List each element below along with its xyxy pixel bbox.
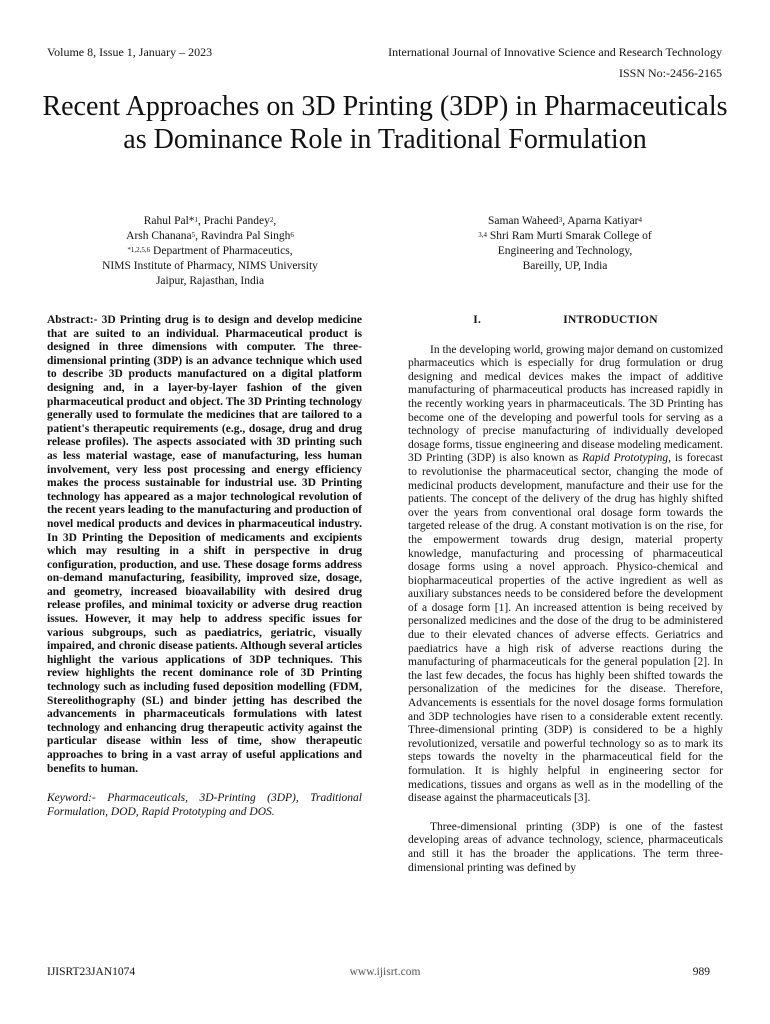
journal-website: www.ijisrt.com [349, 966, 421, 978]
affiliation-line: NIMS Institute of Pharmacy, NIMS University [102, 260, 318, 272]
section-heading: I. INTRODUCTION [473, 314, 658, 326]
affiliation-line: Engineering and Technology, [497, 245, 633, 257]
intro-paragraph-2: Three-dimensional printing (3DP) is one of the fastest developing areas of advance technology, science, pharmaceuticals and still it has the broader the applications. The term three-dimensional printing was defined by [408, 820, 723, 874]
author-line: Arsh Chanana$^5$, Ravindra Pal Singh$^6$ [126, 230, 294, 242]
journal-volume: Volume 8, Issue 1, January – 2023 [47, 45, 213, 59]
intro-paragraph-1: In the developing world, growing major demand on customized pharmaceutics which is especially for drug formulation or drug designing and medical devices makes the impact of additive manufacturing of pharmaceutical products has increased rapidly in the recently working years in pharmaceuticals. The 3D Printing has become one of the developing and powerful tools for serving as a technology of precise manufacturing of individually developed dosage forms, tissue engineering and disease modeling medicament. 3D Printing (3DP) is also known as Rapid Prototyping, is forecast to revolutionise the pharmaceutical sector, changing the mode of medicinal products development, manufacture and their use for the patients. The concept of the delivery of the drug has highly shifted over the years from conventional oral dosage form towards the targeted release of the drug. A constant motivation is on the rise, for the empowerment towards drug design, material property knowledge, manufacturing and processing of pharmaceutical dosage forms using a novel approach. Physico-chemical and biopharmaceutical properties of the active ingredient as well as auxiliary substances needs to be considered before the development of a dosage form [1]. An increased attention is being received by personalized medicines and the dose of the drug to be administered due to their elevated chances of adverse effects. Geriatrics and paediatrics have a high risk of adverse reactions during the manufacturing of pharmaceuticals for the general population [2]. In the last few decades, the focus has highly been shifted towards the personalization of the medicines for the disease. Therefore, Advancements is essentials for the novel dosage forms formulation and 3DP technologies have risen to a considerable extent recently. Three-dimensional printing (3DP) is considered to be a highly revolutionized, versatile and powerful technology so as to mark its steps towards the novelty in the pharmaceutical field for the formulation. It is highly helpful in engineering sector for medications, tissues and organs as well as in the modelling of the disease against the pharmaceuticals [3]. [408, 343, 723, 805]
author-line: Rahul Pal*$^1$, Prachi Pandey$^2$, [143, 215, 277, 227]
affiliation-line: $^{3,4}$ Shri Ram Murti Smarak College of [478, 230, 652, 242]
right-column [408, 314, 723, 890]
paper-title: Recent Approaches on 3D Printing (3DP) in Pharmaceuticals as Dominance Role in Traditional Formulation [42, 91, 728, 155]
affiliation-line: Bareilly, UP, India [522, 260, 608, 272]
left-column [47, 314, 362, 819]
authors-right [420, 214, 710, 274]
paper-code: IJISRT23JAN1074 [47, 966, 136, 978]
issn: ISSN No:-2456-2165 [618, 66, 722, 80]
journal-name: International Journal of Innovative Science and Research Technology [388, 45, 722, 59]
affiliation-line: Jaipur, Rajasthan, India [155, 275, 265, 287]
page-number: 989 [692, 966, 710, 978]
abstract: Abstract:- 3D Printing drug is to design and develop medicine that are suited to an individual. Pharmaceutical product is designed in three dimensions with computer. The three-dimensional printing (3DP) is an advance technique which used to describe 3D products manufactured on a digital platform designing and, in a layer-by-layer fashion of the given pharmaceutical product and object. The 3D Printing technology generally used to formulate the medicines that are tailored to a patient's therapeutic requirements (e.g., dosage, drug and drug release profiles). The aspects associated with 3D printing such as less material wastage, ease of manufacturing, less human involvement, very less post processing and energy efficiency makes the process sustainable for industrial use. 3D Printing technology has appeared as a major technological revolution of the recent years leading to the manufacturing and production of novel medical products and devices in pharmaceutical industry. In 3D Printing the Deposition of medicaments and excipients which may resulting in a shift in perspective in drug configuration, production, and use. These dosage forms address on-demand manufacturing, feasibility, improved size, dosage, and geometry, increased bioavailability with desired drug release profiles, and minimal toxicity or adverse drug reaction issues. However, it may help to address specific issues for various subgroups, such as paediatrics, geriatric, visually impaired, and chronic disease patients. Although several articles highlight the various applications of 3DP techniques. This review highlights the recent dominance role of 3D Printing technology such as including fused deposition modelling (FDM, Stereolithography (SL) and binder jetting has described the advancements in pharmaceuticals formulations with latest technology and enhancing drug therapeutic activity against the particular disease within less of time, show therapeutic approaches to bring in a vast array of useful applications and benefits to human. [47, 314, 362, 775]
affiliation-line: $^{*1,2,5,6}$ Department of Pharmaceutics, [127, 245, 293, 257]
keywords: Keyword:- Pharmaceuticals, 3D-Printing (3DP), Traditional Formulation, DOD, Rapid Prototyping and DOS. [47, 792, 362, 818]
author-line: Saman Waheed$^3$, Aparna Katiyar$^4$ [487, 215, 643, 227]
authors-left [70, 214, 350, 289]
